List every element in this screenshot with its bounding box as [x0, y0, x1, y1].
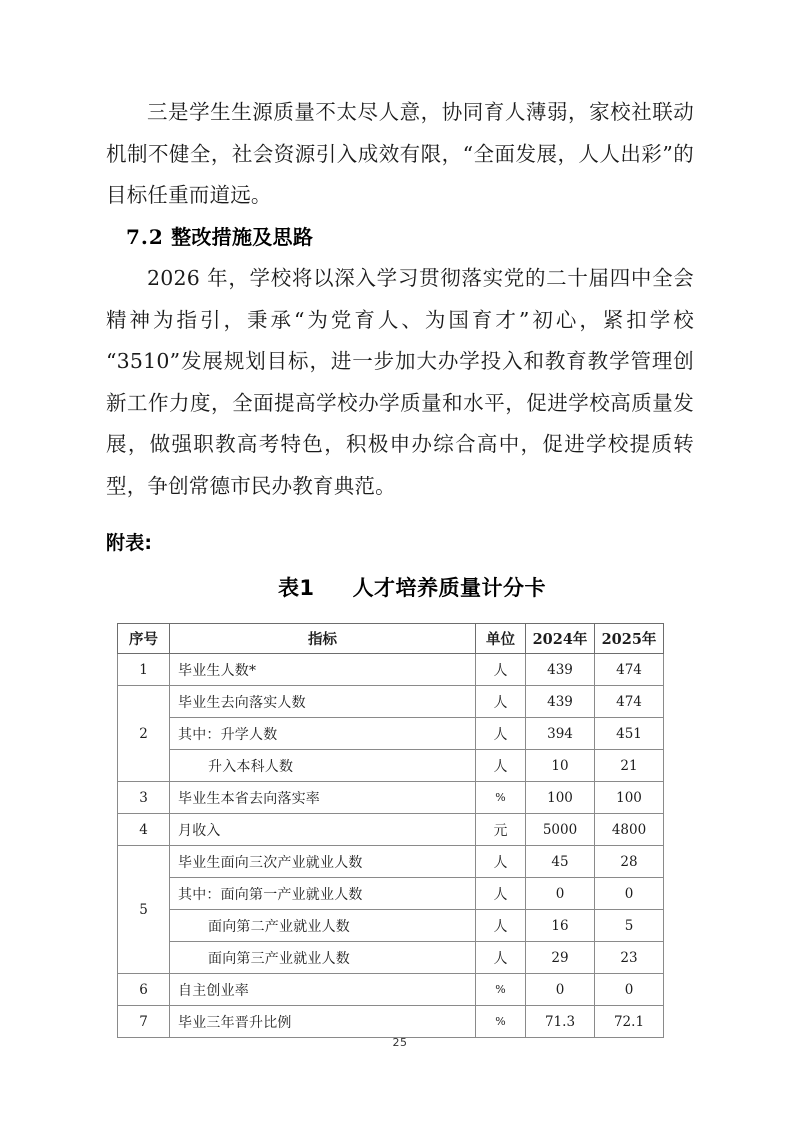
cell-indicator: 面向第二产业就业人数: [170, 910, 476, 942]
section-heading: [106, 217, 694, 259]
appendix-label: 附表:: [106, 532, 153, 554]
cell-2024: 71.3: [526, 1006, 595, 1038]
cell-indicator: 自主创业率: [170, 974, 476, 1006]
cell-2025: 474: [595, 654, 664, 686]
table-header-row: [118, 624, 664, 654]
table-header: [118, 624, 664, 654]
section-title: 整改措施及思路: [171, 224, 314, 249]
table-caption: [106, 569, 694, 607]
cell-2025: 28: [595, 846, 664, 878]
cell-unit: 人: [476, 910, 526, 942]
cell-2025: 451: [595, 718, 664, 750]
cell-indicator: 其中：面向第一产业就业人数: [170, 878, 476, 910]
cell-2024: 16: [526, 910, 595, 942]
table-row: [118, 974, 664, 1006]
cell-unit: 人: [476, 654, 526, 686]
table-row: [118, 718, 664, 750]
cell-no: 3: [118, 782, 170, 814]
column-header-indicator: 指标: [170, 624, 476, 654]
table-row: [118, 686, 664, 718]
cell-unit: 人: [476, 846, 526, 878]
cell-2024: 10: [526, 750, 595, 782]
cell-2024: 0: [526, 878, 595, 910]
cell-no: 1: [118, 654, 170, 686]
table-row: [118, 910, 664, 942]
cell-unit: 人: [476, 750, 526, 782]
cell-no: 2: [118, 686, 170, 782]
cell-indicator: 毕业三年晋升比例: [170, 1006, 476, 1038]
cell-indicator: 毕业生本省去向落实率: [170, 782, 476, 814]
table-row: [118, 1006, 664, 1038]
table-row: [118, 942, 664, 974]
cell-2024: 439: [526, 654, 595, 686]
scorecard-table: [117, 623, 664, 1038]
cell-indicator: 面向第三产业就业人数: [170, 942, 476, 974]
cell-unit: 人: [476, 686, 526, 718]
cell-unit: 人: [476, 878, 526, 910]
cell-2025: 5: [595, 910, 664, 942]
body-paragraph-1: 三是学生生源质量不太尽人意，协同育人薄弱，家校社联动机制不健全，社会资源引入成效有限，“全面发展，人人出彩”的目标任重而道远。: [106, 100, 694, 207]
cell-unit: %: [476, 1006, 526, 1038]
column-header-2025: 2025年: [595, 624, 664, 654]
cell-no: 6: [118, 974, 170, 1006]
cell-2024: 439: [526, 686, 595, 718]
column-header-2024: 2024年: [526, 624, 595, 654]
column-header-no: 序号: [118, 624, 170, 654]
cell-2024: 100: [526, 782, 595, 814]
cell-unit: 人: [476, 718, 526, 750]
cell-2024: 45: [526, 846, 595, 878]
cell-2025: 21: [595, 750, 664, 782]
cell-2025: 4800: [595, 814, 664, 846]
cell-unit: 元: [476, 814, 526, 846]
cell-unit: 人: [476, 942, 526, 974]
table-body: [118, 654, 664, 1038]
table-row: [118, 814, 664, 846]
page-number: 25: [392, 1036, 408, 1049]
cell-2024: 5000: [526, 814, 595, 846]
cell-2025: 0: [595, 974, 664, 1006]
table-row: [118, 878, 664, 910]
table-title: 人才培养质量计分卡: [352, 576, 547, 600]
cell-no: 4: [118, 814, 170, 846]
cell-2024: 29: [526, 942, 595, 974]
scorecard-table-wrap: [106, 623, 694, 1038]
section-number: 7.2: [126, 224, 164, 249]
table-number: 表1: [277, 576, 315, 600]
cell-no: 7: [118, 1006, 170, 1038]
body-paragraph-2: 2026 年，学校将以深入学习贯彻落实党的二十届四中全会精神为指引，秉承“为党育人、为国育才”初心，紧扣学校“3510”发展规划目标，进一步加大办学投入和教育教学管理创新工作力度，全面提高学校办学质量和水平，促进学校高质量发展，做强职教高考特色，积极申办综合高中，促进学校提质转型，争创常德市民办教育典范。: [106, 266, 694, 498]
cell-indicator: 毕业生去向落实人数: [170, 686, 476, 718]
cell-2025: 23: [595, 942, 664, 974]
table-row: [118, 654, 664, 686]
cell-2024: 394: [526, 718, 595, 750]
cell-unit: %: [476, 974, 526, 1006]
cell-indicator: 其中：升学人数: [170, 718, 476, 750]
cell-indicator: 毕业生面向三次产业就业人数: [170, 846, 476, 878]
table-row: [118, 846, 664, 878]
cell-indicator: 月收入: [170, 814, 476, 846]
page-content: [106, 92, 694, 1038]
cell-unit: %: [476, 782, 526, 814]
cell-no: 5: [118, 846, 170, 974]
cell-2025: 100: [595, 782, 664, 814]
table-row: [118, 750, 664, 782]
cell-2025: 72.1: [595, 1006, 664, 1038]
column-header-unit: 单位: [476, 624, 526, 654]
cell-2025: 474: [595, 686, 664, 718]
table-row: [118, 782, 664, 814]
cell-2025: 0: [595, 878, 664, 910]
cell-2024: 0: [526, 974, 595, 1006]
cell-indicator: 升入本科人数: [170, 750, 476, 782]
cell-indicator: 毕业生人数*: [170, 654, 476, 686]
